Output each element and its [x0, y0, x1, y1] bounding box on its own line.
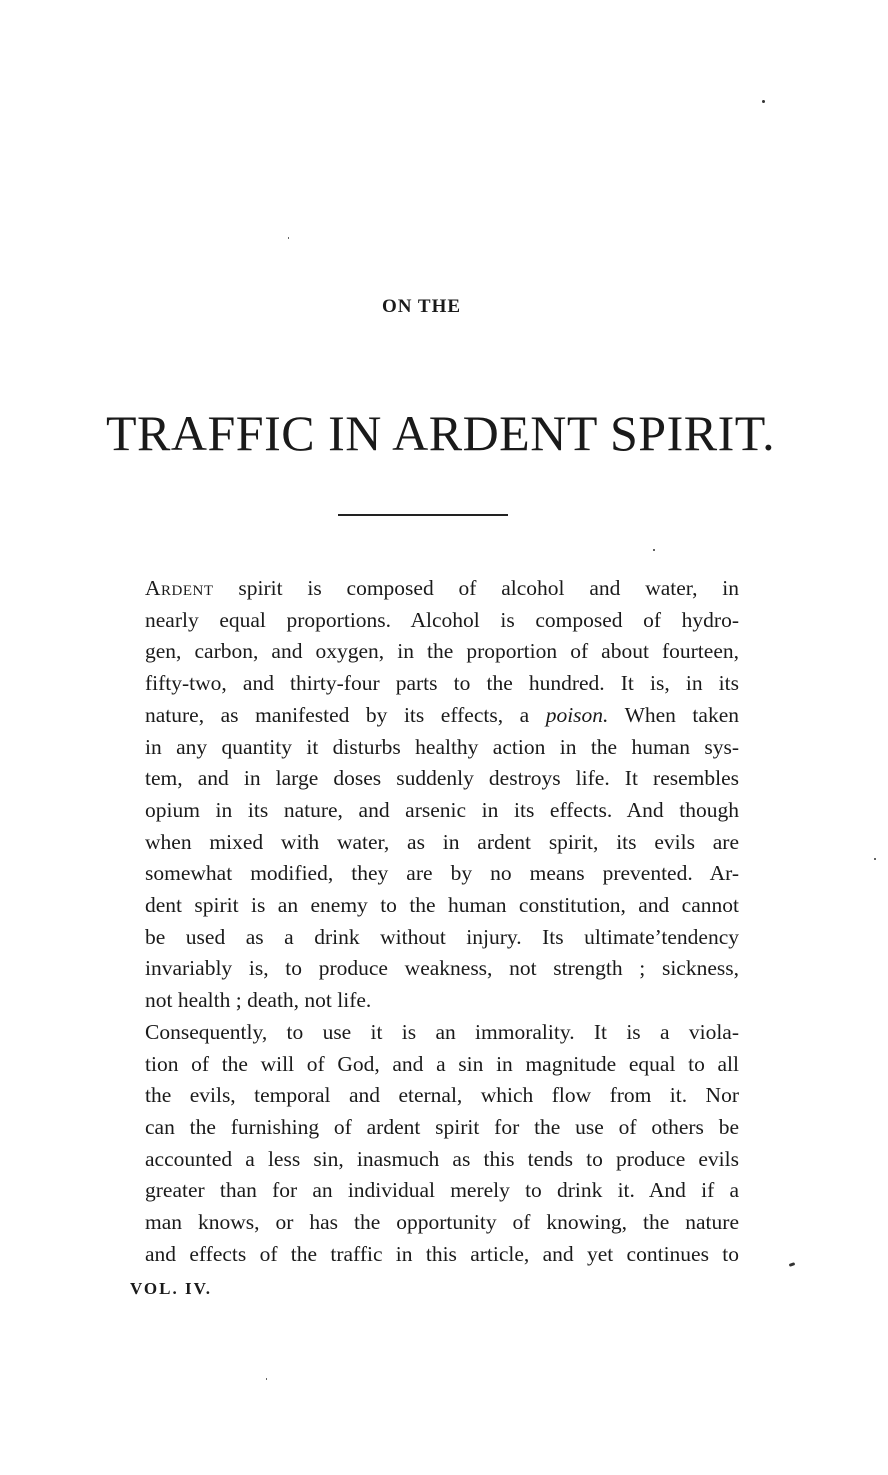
pre-title: ON THE [381, 296, 462, 317]
text-line: can the furnishing of ardent spirit for the use of others be [145, 1114, 739, 1139]
title-divider [338, 514, 508, 516]
text-line: somewhat modified, they are by no means prevented. Ar- [145, 861, 739, 886]
text-line: accounted a less sin, inasmuch as this tends to produce evils [145, 1146, 739, 1171]
text-line: greater than for an individual merely to drink it. And if a [145, 1178, 739, 1203]
scan-speck [653, 549, 655, 551]
text-line: invariably is, to produce weakness, not strength ; sickness, [145, 956, 739, 981]
text-line: not health ; death, not life. [145, 988, 372, 1013]
scan-speck [288, 237, 289, 239]
text-line: the evils, temporal and eternal, which flow from it. Nor [145, 1083, 739, 1108]
paragraph-1 [105, 573, 739, 1017]
text-line: Consequently, to use it is an immorality. It is a viola- [145, 1019, 739, 1044]
text-line: gen, carbon, and oxygen, in the proportion of about fourteen, [145, 639, 739, 664]
text-line: tion of the will of God, and a sin in magnitude equal to all [145, 1051, 739, 1076]
scan-speck [762, 100, 765, 103]
text-line: Ardent spirit is composed of alcohol and water, in [145, 576, 740, 600]
emphasis-word: poison. [545, 702, 609, 727]
scan-speck [789, 1262, 796, 1267]
text-line: nearly equal proportions. Alcohol is composed of hydro- [145, 607, 739, 632]
text-line: when mixed with water, as in ardent spirit, its evils are [145, 829, 739, 854]
text-line: tem, and in large doses suddenly destroys life. It resembles [145, 766, 739, 791]
text-line: and effects of the traffic in this article, and yet continues to [145, 1241, 739, 1266]
text-line: opium in its nature, and arsenic in its effects. And though [145, 797, 739, 822]
scan-speck [874, 858, 876, 860]
text-line: nature, as manifested by its effects, a poison. When taken [145, 702, 739, 727]
scan-speck [266, 1378, 267, 1380]
text-line: fifty-two, and thirty-four parts to the hundred. It is, in its [145, 671, 739, 696]
body-text [105, 573, 739, 1270]
text-line: dent spirit is an enemy to the human constitution, and cannot [145, 893, 739, 918]
text-line: man knows, or has the opportunity of knowing, the nature [145, 1210, 739, 1235]
signature-mark: VOL. IV. [130, 1279, 212, 1298]
text-line: in any quantity it disturbs healthy action in the human sys- [145, 734, 739, 759]
page-title: TRAFFIC IN ARDENT SPIRIT. [106, 405, 776, 461]
paragraph-2 [105, 1017, 739, 1271]
lead-word: Ardent [145, 576, 214, 600]
text-line: be used as a drink without injury. Its ultimate’tendency [145, 924, 739, 949]
